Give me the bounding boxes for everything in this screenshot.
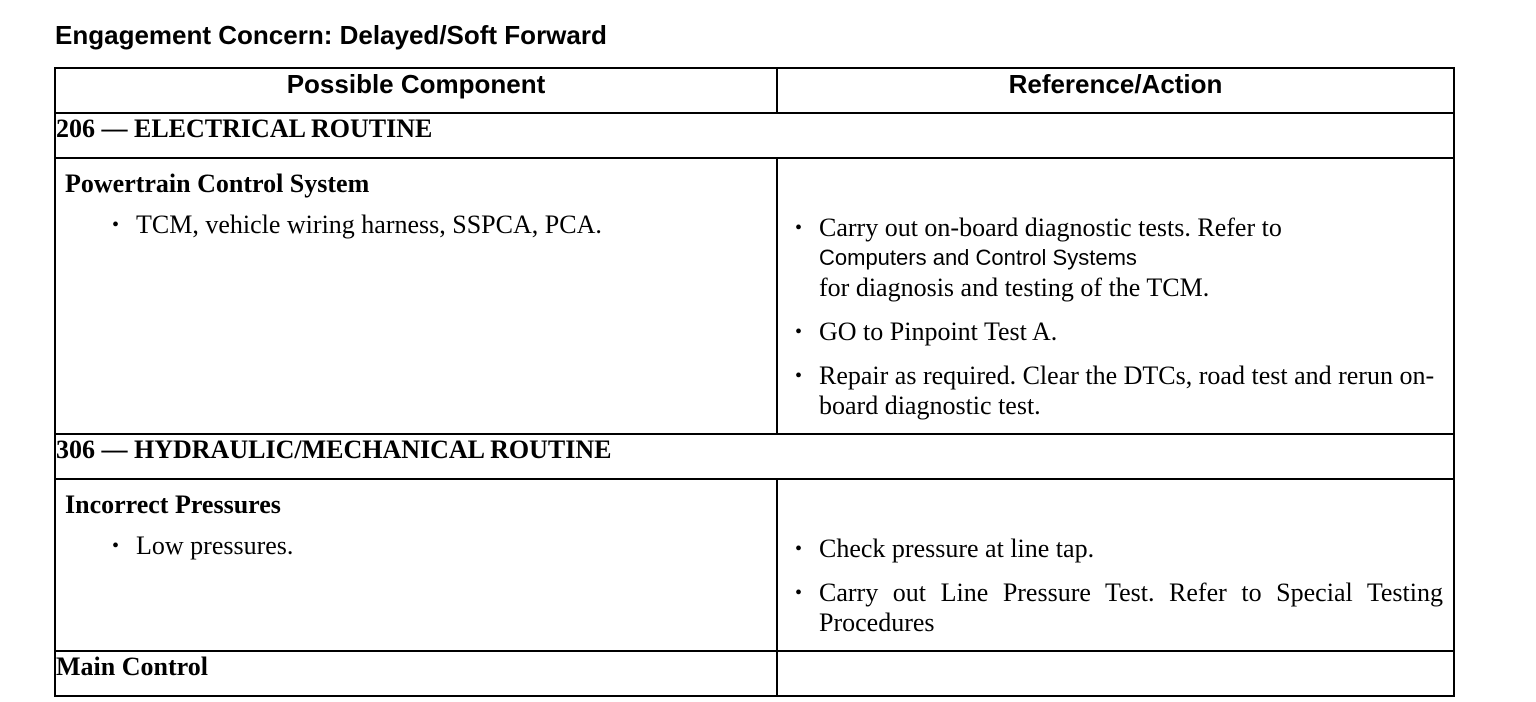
component-title: Incorrect Pressures — [65, 490, 281, 519]
bullet-icon: • — [795, 538, 803, 560]
component-title: Powertrain Control System — [65, 169, 370, 198]
bullet-icon: • — [795, 365, 803, 387]
component-cell — [55, 479, 777, 651]
action-item — [778, 578, 1443, 638]
table-row — [55, 651, 1454, 696]
routine-title-hydraulic: 306 — HYDRAULIC/MECHANICAL ROUTINE — [55, 434, 1454, 479]
action-item — [778, 361, 1443, 421]
routine-row — [55, 113, 1454, 158]
component-item-text: TCM, vehicle wiring harness, SSPCA, PCA. — [136, 210, 602, 239]
action-text: Carry out Line Pressure Test. Refer to Special Testing Procedures — [819, 578, 1443, 637]
routine-title-electrical: 206 — ELECTRICAL ROUTINE — [55, 113, 1454, 158]
component-cell — [55, 158, 777, 434]
column-header-possible-component: Possible Component — [55, 68, 777, 113]
action-text: for diagnosis and testing of the TCM. — [819, 273, 1210, 302]
diagnostic-table — [54, 67, 1455, 697]
component-item — [56, 531, 776, 561]
action-text: Check pressure at line tap. — [819, 534, 1095, 563]
action-item — [778, 534, 1443, 564]
reference-link[interactable]: Computers and Control Systems — [819, 245, 1137, 270]
action-item — [778, 317, 1443, 347]
column-header-reference-action: Reference/Action — [777, 68, 1454, 113]
action-text: Carry out on-board diagnostic tests. Refer to — [819, 213, 1282, 242]
bullet-icon: • — [112, 535, 120, 557]
action-cell — [777, 158, 1454, 434]
routine-row — [55, 434, 1454, 479]
component-title: Main Control — [55, 651, 777, 696]
action-item — [778, 213, 1443, 303]
page-title: Engagement Concern: Delayed/Soft Forward — [55, 20, 607, 50]
action-text: Repair as required. Clear the DTCs, road test and rerun on-board diagnostic test. — [819, 361, 1435, 420]
action-text: GO to Pinpoint Test A. — [819, 317, 1058, 346]
component-item — [56, 210, 776, 240]
action-cell — [777, 479, 1454, 651]
bullet-icon: • — [112, 214, 120, 236]
component-item-text: Low pressures. — [136, 531, 294, 560]
bullet-icon: • — [795, 217, 803, 239]
table-row — [55, 479, 1454, 651]
table-row — [55, 158, 1454, 434]
bullet-icon: • — [795, 321, 803, 343]
bullet-icon: • — [795, 582, 803, 604]
table-header-row — [55, 68, 1454, 113]
action-cell-empty — [777, 651, 1454, 696]
